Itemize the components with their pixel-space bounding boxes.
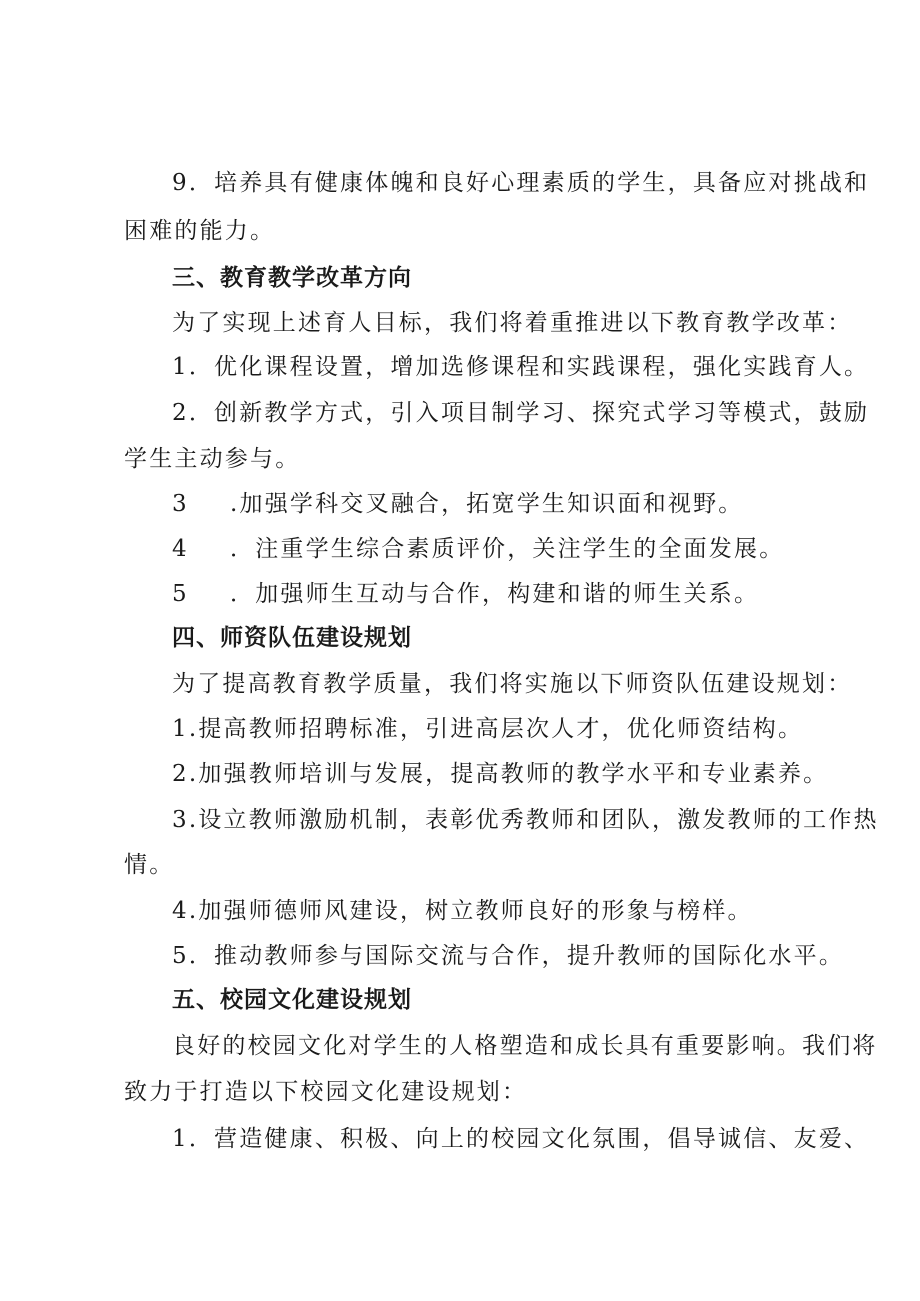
section-5-item-1: 1．营造健康、积极、向上的校园文化氛围，倡导诚信、友爱、 — [172, 1126, 870, 1152]
item-9-line-1: 9．培养具有健康体魄和良好心理素质的学生，具备应对挑战和 — [172, 170, 870, 196]
section-5-intro-line-2: 致力于打造以下校园文化建设规划： — [124, 1079, 528, 1105]
item-number: 5 — [172, 581, 189, 607]
section-5-intro-line-1: 良好的校园文化对学生的人格塑造和成长具有重要影响。我们将 — [172, 1033, 878, 1059]
section-5-heading: 五、校园文化建设规划 — [172, 987, 412, 1013]
section-4-heading: 四、师资队伍建设规划 — [172, 625, 412, 651]
section-4-item-2: 2.加强教师培训与发展，提高教师的教学水平和专业素养。 — [172, 761, 829, 787]
section-3-heading: 三、教育教学改革方向 — [172, 265, 412, 291]
section-4-item-3-line-2: 情。 — [124, 852, 175, 878]
section-4-item-3-line-1: 3.设立教师激励机制，表彰优秀教师和团队，激发教师的工作热 — [172, 807, 879, 833]
section-4-item-5: 5．推动教师参与国际交流与合作，提升教师的国际化水平。 — [172, 943, 845, 969]
section-4-intro: 为了提高教育教学质量，我们将实施以下师资队伍建设规划： — [172, 671, 853, 697]
item-number: 4 — [172, 536, 189, 562]
section-3-intro: 为了实现上述育人目标，我们将着重推进以下教育教学改革： — [172, 310, 853, 336]
section-3-item-5 — [172, 579, 759, 609]
section-3-item-2-line-1: 2．创新教学方式，引入项目制学习、探究式学习等模式，鼓励 — [172, 400, 870, 426]
item-text: .加强学科交叉融合，拓宽学生知识面和视野。 — [230, 491, 744, 517]
item-number: 3 — [172, 491, 189, 517]
item-9-line-2: 困难的能力。 — [124, 218, 276, 244]
section-4-item-4: 4.加强师德师风建设，树立教师良好的形象与榜样。 — [172, 898, 753, 924]
section-4-item-1: 1.提高教师招聘标准，引进高层次人才，优化师资结构。 — [172, 716, 804, 742]
section-3-item-4 — [172, 534, 784, 564]
section-3-item-3 — [172, 489, 744, 519]
section-3-item-2-line-2: 学生主动参与。 — [124, 446, 301, 472]
item-text: ．加强师生互动与合作，构建和谐的师生关系。 — [230, 581, 760, 607]
item-text: ．注重学生综合素质评价，关注学生的全面发展。 — [230, 536, 785, 562]
section-3-item-1: 1．优化课程设置，增加选修课程和实践课程，强化实践育人。 — [172, 354, 870, 380]
